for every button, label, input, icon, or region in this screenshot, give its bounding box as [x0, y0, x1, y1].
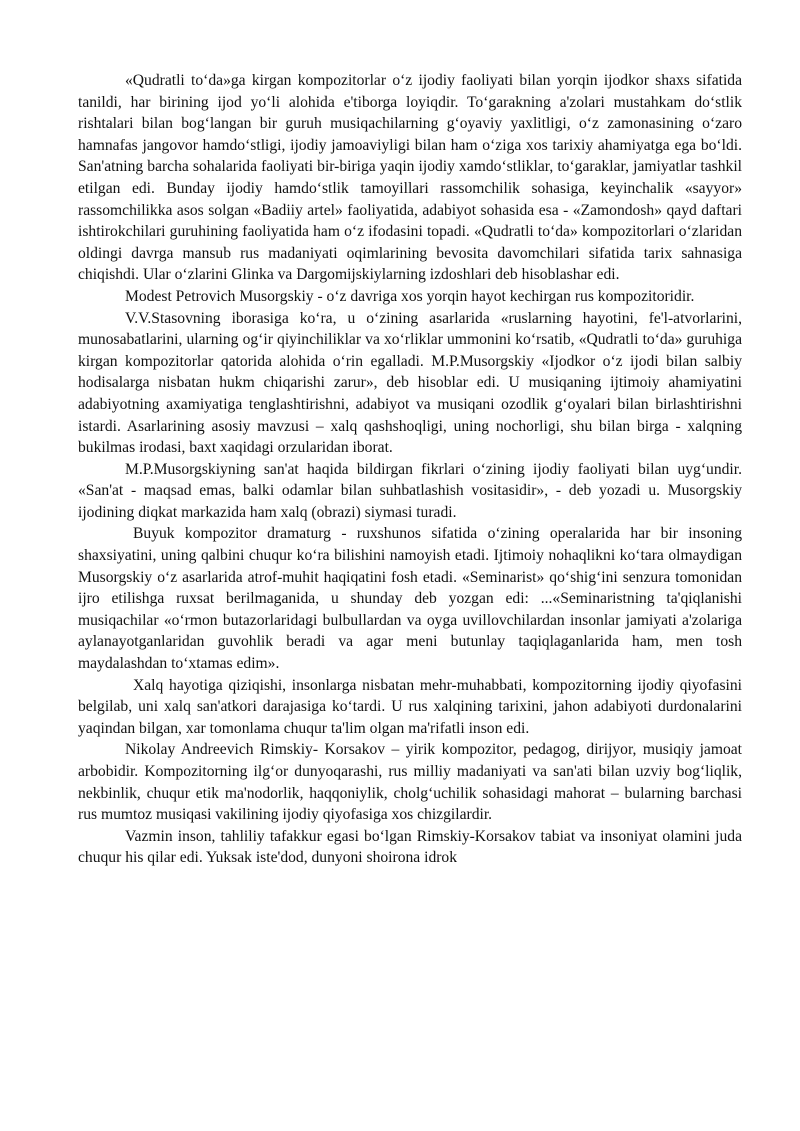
paragraph-folk-interest: Xalq hayotiga qiziqishi, insonlarga nisbatan mehr-muhabbati, kompozitorning ijodiy qiyofasini belgilab, uni xalq san'atkori darajasiga koʻtardi. U rus xalqining tarixini, jahon adabiyoti durdonalarini yaqindan bilgan, xar tomonlama chuqur ta'lim olgan ma'rifatli inson edi. [78, 676, 742, 737]
paragraph-composer-dramaturg: Buyuk kompozitor dramaturg - ruxshunos sifatida oʻzining operalarida har bir insoning shaxsiyatini, uning qalbini chuqur koʻra bilishini namoyish etadi. Ijtimoiy nohaqlikni koʻtara olmaydigan Musorgskiy oʻz asarlarida atrof-muhit haqiqatini fosh etadi. «Seminarist» qoʻshigʻini senzura tomonidan ijro etilishga ruxsat berilmaganida, u shunday deb yozgan edi: ...«Seminaristning ta'qiqlanishi musiqachilar «oʻrmon butazorlaridagi bulbullardan va oyga uvillovchilardan insonlar jamiyati a'zolariga aylanayotganlaridan guvohlik beradi va agar meni butunlay taqiqlaganlarida ham, men tosh maydalashdan toʻxtamas edim». [78, 525, 742, 673]
paragraph-musorgskiy-art-views: M.P.Musorgskiyning san'at haqida bildirgan fikrlari oʻzining ijodiy faoliyati bilan uygʻundir. «San'at - maqsad emas, balki odamlar bilan suhbatlashish vositasidir», - deb yozadi u. Musorgskiy ijodining diqkat markazida ham xalq (obrazi) siymasi turadi. [78, 460, 742, 521]
document-page [78, 70, 742, 869]
paragraph-stasov-quote: V.V.Stasovning iborasiga koʻra, u oʻzining asarlarida «ruslarning hayotini, fe'l-atvorlarini, munosabatlarini, ularning ogʻir qiyinchiliklar va xoʻrliklar ummonini koʻrsatib, «Qudratli toʻda» guruhiga kirgan kompozitorlar qatorida alohida oʻrin egalladi. M.P.Musorgskiy «Ijodkor oʻz ijodi bilan salbiy hodisalarga nisbatan hukm chiqarishi zarur», deb hisoblar edi. U musiqaning ijtimoiy ahamiyatini adabiyotning axamiyatiga tenglashtirishni, adabiyot va musiqani ozodlik gʻoyalari bilan birlashtirishni istardi. Asarlarining asosiy mavzusi – xalq qashshoqligi, uning nochorligi, shu bilan birga - xalqning bukilmas irodasi, baxt xaqidagi orzularidan iborat. [78, 309, 742, 457]
paragraph-musorgskiy-intro: Modest Petrovich Musorgskiy - oʻz davriga xos yorqin hayot kechirgan rus kompozitoridir. [125, 287, 695, 305]
paragraph-rimskiy-korsakov-nature: Vazmin inson, tahliliy tafakkur egasi boʻlgan Rimskiy-Korsakov tabiat va insoniyat olamini juda chuqur his qilar edi. Yuksak iste'dod, dunyoni shoirona idrok [78, 827, 742, 867]
paragraph-qudratli-toda: «Qudratli toʻda»ga kirgan kompozitorlar oʻz ijodiy faoliyati bilan yorqin ijodkor shaxs sifatida tanildi, har birining ijod yoʻli alohida e'tiborga loyiqdir. Toʻgarakning a'zolari mustahkam doʻstlik rishtalari bilan bogʻlangan bir guruh musiqachilarning gʻoyaviy yaxlitligi, oʻz zamonasining oʻzaro hamnafas jangovor hamdoʻstligi, ijodiy jamoaviyligi bilan ham oʻziga xos tarixiy ahamiyatga ega boʻldi. San'atning barcha sohalarida faoliyati bir-biriga yaqin ijodiy xamdoʻstliklar, toʻgaraklar, jamiyatlar tashkil etilgan edi. Bunday ijodiy hamdoʻstlik tamoyillari rassomchilik sohasiga, keyinchalik «sayyor» rassomchilikka asos solgan «Badiiy artel» faoliyatida, adabiyot sohasida esa - «Zamondosh» qayd daftari ishtirokchilari guruhining faoliyatida ham oʻz ifodasini topadi. «Qudratli toʻda» kompozitorlari oʻzlaridan oldingi davrga mansub rus madaniyati oqimlarining bevosita davomchilari sifatida tarix sahnasiga chiqishdi. Ular oʻzlarini Glinka va Dargomijskiylarning izdoshlari deb hisoblashar edi. [78, 72, 742, 284]
paragraph-rimskiy-korsakov: Nikolay Andreevich Rimskiy- Korsakov – yirik kompozitor, pedagog, dirijyor, musiqiy jamoat arbobidir. Kompozitorning ilgʻor dunyoqarashi, rus milliy madaniyati va san'ati bilan uzviy bogʻliqlik, nekbinlik, chuqur etik ma'nodorlik, haqqoniylik, cholgʻuchilik sohasidagi mahorat – bularning barchasi rus mumtoz musiqasi vakilining ijodiy qiyofasiga xos chizgilardir. [78, 741, 742, 824]
